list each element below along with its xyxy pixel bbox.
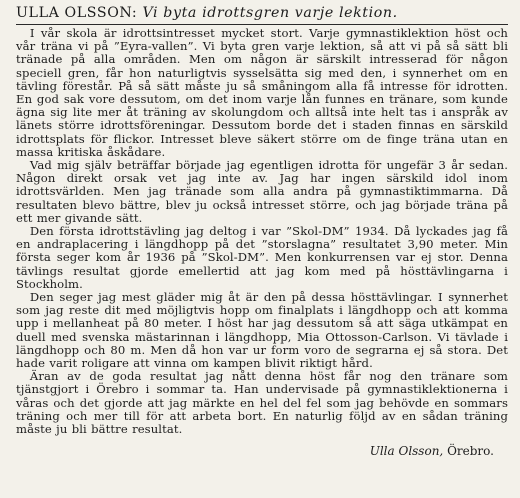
header-author: ULLA OLSSON: [16,5,138,21]
header-rule [16,24,508,25]
article-body [16,27,508,436]
signature-place: Örebro. [447,444,494,459]
signature-name: Ulla Olsson, [369,444,444,459]
article-header [16,4,508,22]
paragraph-5: Äran av de goda resultat jag nått denna höst får nog den tränare som tjänstgjort i Örebro i sommar ta. Han undervisade på gymnastiklektionerna i våras och det gjorde att jag märkte en hel del fel som jag behövde en sommars träning och mer till för att arbeta bort. En naturlig följd av en sådan träning måste ju bli bättre resultat. [16,369,508,437]
paragraph-4: Den seger jag mest gläder mig åt är den på dessa hösttävlingar. I synnerhet som jag reste dit med möjligtvis hopp om finalplats i längdhopp och att komma upp i mellanheat på 80 meter. I höst har jag dessutom så att säga utkämpat en duell med svenska mästarinnan i längdhopp, Mia Ottosson-Carlson. Vi tävlade i längdhopp och 80 m. Men då hon var ur form voro de segrarna ej så stora. Det hade varit roligare att vinna om kampen blivit riktigt hård. [16,290,508,371]
paragraph-3: Den första idrottstävling jag deltog i var ”Skol-DM” 1934. Då lyckades jag få en andraplacering i längdhopp på det ”storslagna” resultatet 3,90 meter. Min första seger kom år 1936 på ”Skol-DM”. Men konkurrensen var ej stor. Denna tävlings resultat gjorde emellertid att jag kom med på hösttävlingarna i Stockholm. [16,224,508,291]
article-title: Vi byta idrottsgren varje lektion. [142,5,398,21]
signature [16,444,494,458]
paragraph-2: Vad mig själv beträffar började jag egentligen idrotta för ungefär 3 år sedan. Någon direkt orsak vet jag inte av. Jag har ingen särskild idol inom idrottsvärlden. Men jag tränade som alla andra på gymnastiktimmarna. Då resultaten blevo bättre, blev ju också intresset större, och jag började träna på ett mer givande sätt. [16,158,508,225]
paragraph-1: I vår skola är idrottsintresset mycket stort. Varje gymnastiklektion höst och vår träna vi på ”Eyra-vallen”. Vi byta gren varje lektion, så att vi på så sätt bli tränade på alla områden. Men om någon är särskilt intresserad för någon speciell gren, får hon naturligtvis sysselsätta sig med den, i synnerhet om en tävling förestår. På så sätt måste ju så småningom alla få intresse för idrotten. En god sak vore dessutom, om det inom varje lån funnes en tränare, som kunde ägna sig lite mer åt träning av skolungdom och alltså inte helt tas i anspråk av länets större idrottsföreningar. Dessutom borde det i staden finnas en särskild idrottsplats för flickor. Intresset bleve säkert större om de finge träna utan en massa kritiska åskådare. [16,26,508,159]
